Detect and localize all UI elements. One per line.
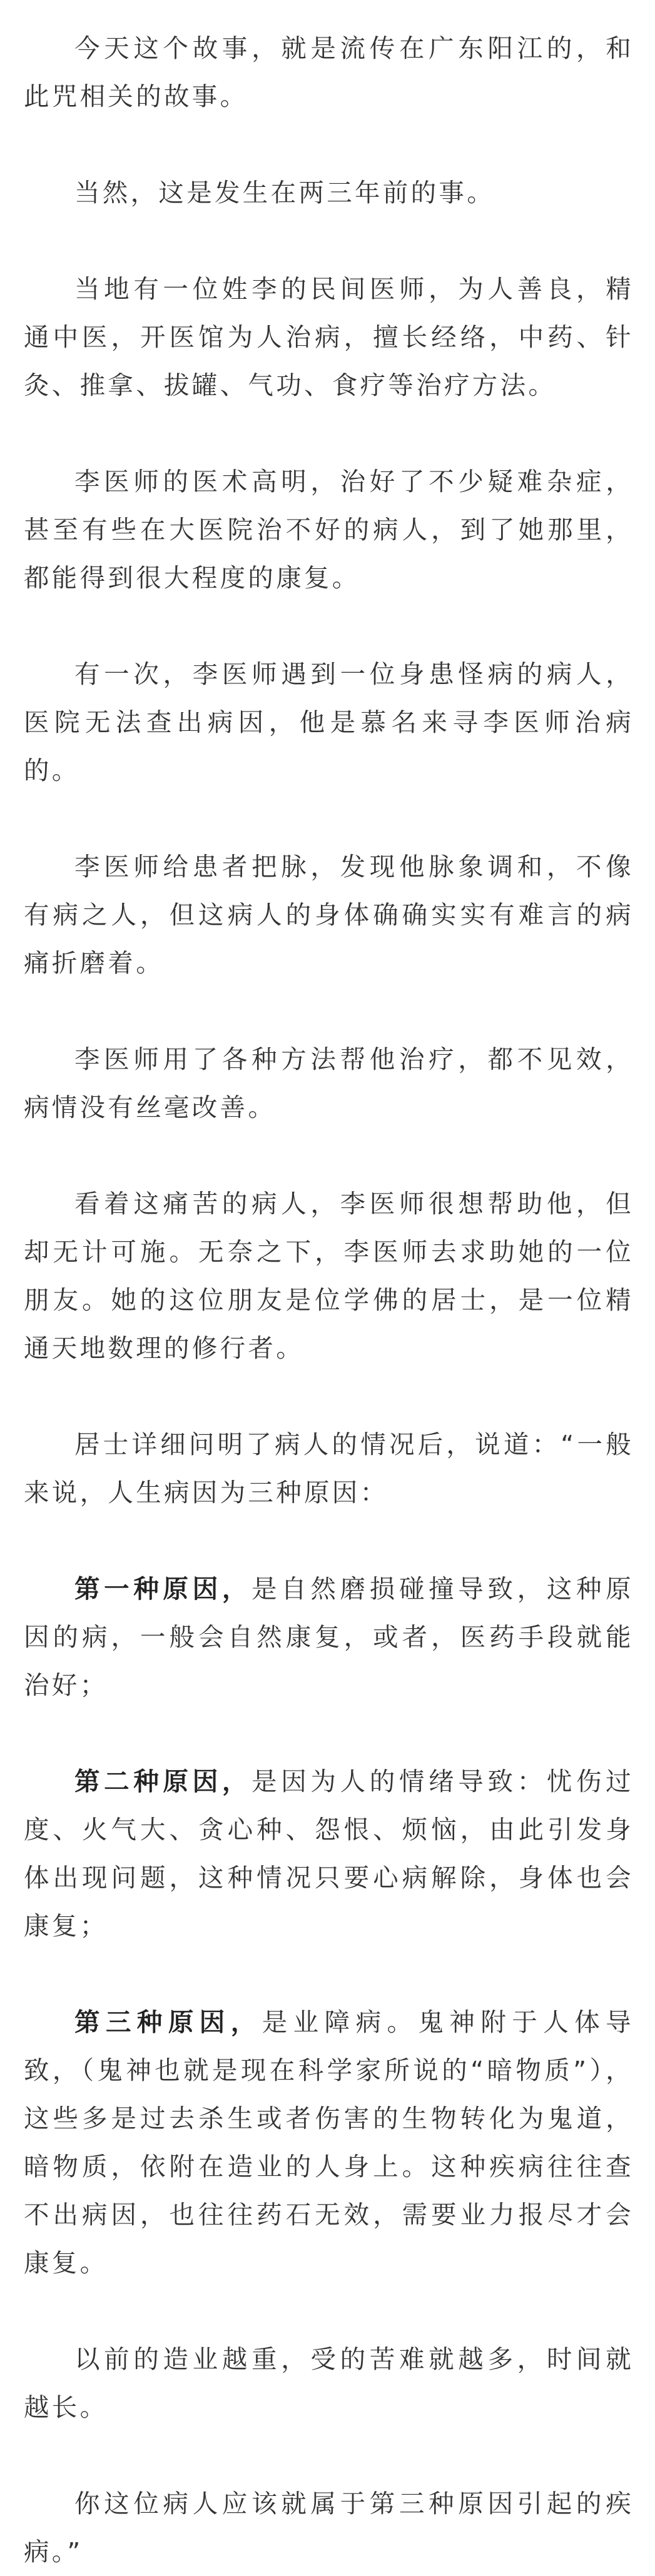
paragraph <box>24 265 634 410</box>
paragraph <box>24 24 634 121</box>
paragraph-text: 看着这痛苦的病人，李医师很想帮助他，但却无计可施。无奈之下，李医师去求助她的一位朋友。她的这位朋友是位学佛的居士，是一位精通天地数理的修行者。 <box>24 1189 634 1363</box>
paragraph-text: 是自然磨损碰撞导致，这种原因的病，一般会自然康复，或者，医药手段就能治好； <box>24 1574 634 1700</box>
paragraph-spacer <box>24 602 634 650</box>
reason-two-paragraph <box>24 1758 634 1950</box>
paragraph-text: 当然，这是发生在两三年前的事。 <box>74 178 495 208</box>
reason-one-paragraph <box>24 1565 634 1709</box>
paragraph-text: 李医师给患者把脉，发现他脉象调和，不像有病之人，但这病人的身体确确实实有难言的病痛折磨着。 <box>24 852 634 978</box>
paragraph <box>24 650 634 795</box>
paragraph-text: 今天这个故事，就是流传在广东阳江的，和此咒相关的故事。 <box>24 33 634 111</box>
paragraph-text: 你这位病人应该就属于第三种原因引起的疾病。” <box>24 2488 634 2567</box>
paragraph-spacer <box>24 217 634 265</box>
paragraph-text: 是业障病。鬼神附于人体导致，（鬼神也就是现在科学家所说的“暗物质”），这些多是过去杀生或者伤害的生物转化为鬼道，暗物质，依附在造业的人身上。这种疾病往往查不出病因，也往往药石无效，需要业力报尽才会康复。 <box>24 2007 634 2278</box>
reason-heading: 第三种原因， <box>74 2007 262 2037</box>
paragraph <box>24 458 634 602</box>
paragraph <box>24 1035 634 1132</box>
paragraph-text: 当地有一位姓李的民间医师，为人善良，精通中医，开医馆为人治病，擅长经络，中药、针灸、推拿、拔罐、气功、食疗等治疗方法。 <box>24 274 634 400</box>
paragraph <box>24 2480 634 2576</box>
paragraph <box>24 1180 634 1372</box>
paragraph-spacer <box>24 1517 634 1565</box>
paragraph-spacer <box>24 1132 634 1180</box>
paragraph-spacer <box>24 410 634 458</box>
paragraph <box>24 1421 634 1517</box>
paragraph-spacer <box>24 121 634 169</box>
paragraph-spacer <box>24 1372 634 1421</box>
paragraph-text: 以前的造业越重，受的苦难就越多，时间就越长。 <box>24 2344 634 2422</box>
paragraph-spacer <box>24 2432 634 2480</box>
reason-heading: 第二种原因， <box>74 1766 252 1796</box>
paragraph-spacer <box>24 987 634 1035</box>
paragraph-text: 李医师用了各种方法帮他治疗，都不见效，病情没有丝毫改善。 <box>24 1044 634 1122</box>
article-body <box>24 0 634 2576</box>
paragraph-spacer <box>24 795 634 843</box>
reason-heading: 第一种原因， <box>74 1574 252 1604</box>
paragraph-text: 是因为人的情绪导致：忧伤过度、火气大、贪心种、怨恨、烦恼，由此引发身体出现问题，这种情况只要心病解除，身体也会康复； <box>24 1766 634 1941</box>
reason-three-paragraph <box>24 1998 634 2287</box>
paragraph-spacer <box>24 2287 634 2335</box>
paragraph <box>24 843 634 987</box>
paragraph-spacer <box>24 1709 634 1758</box>
paragraph-text: 居士详细问明了病人的情况后，说道：“一般来说，人生病因为三种原因： <box>24 1429 634 1507</box>
paragraph-text: 有一次，李医师遇到一位身患怪病的病人，医院无法查出病因，他是慕名来寻李医师治病的。 <box>24 659 634 785</box>
paragraph-spacer <box>24 1950 634 1998</box>
paragraph-text: 李医师的医术高明，治好了不少疑难杂症，甚至有些在大医院治不好的病人，到了她那里，都能得到很大程度的康复。 <box>24 466 634 593</box>
paragraph <box>24 2335 634 2432</box>
paragraph <box>24 169 634 217</box>
